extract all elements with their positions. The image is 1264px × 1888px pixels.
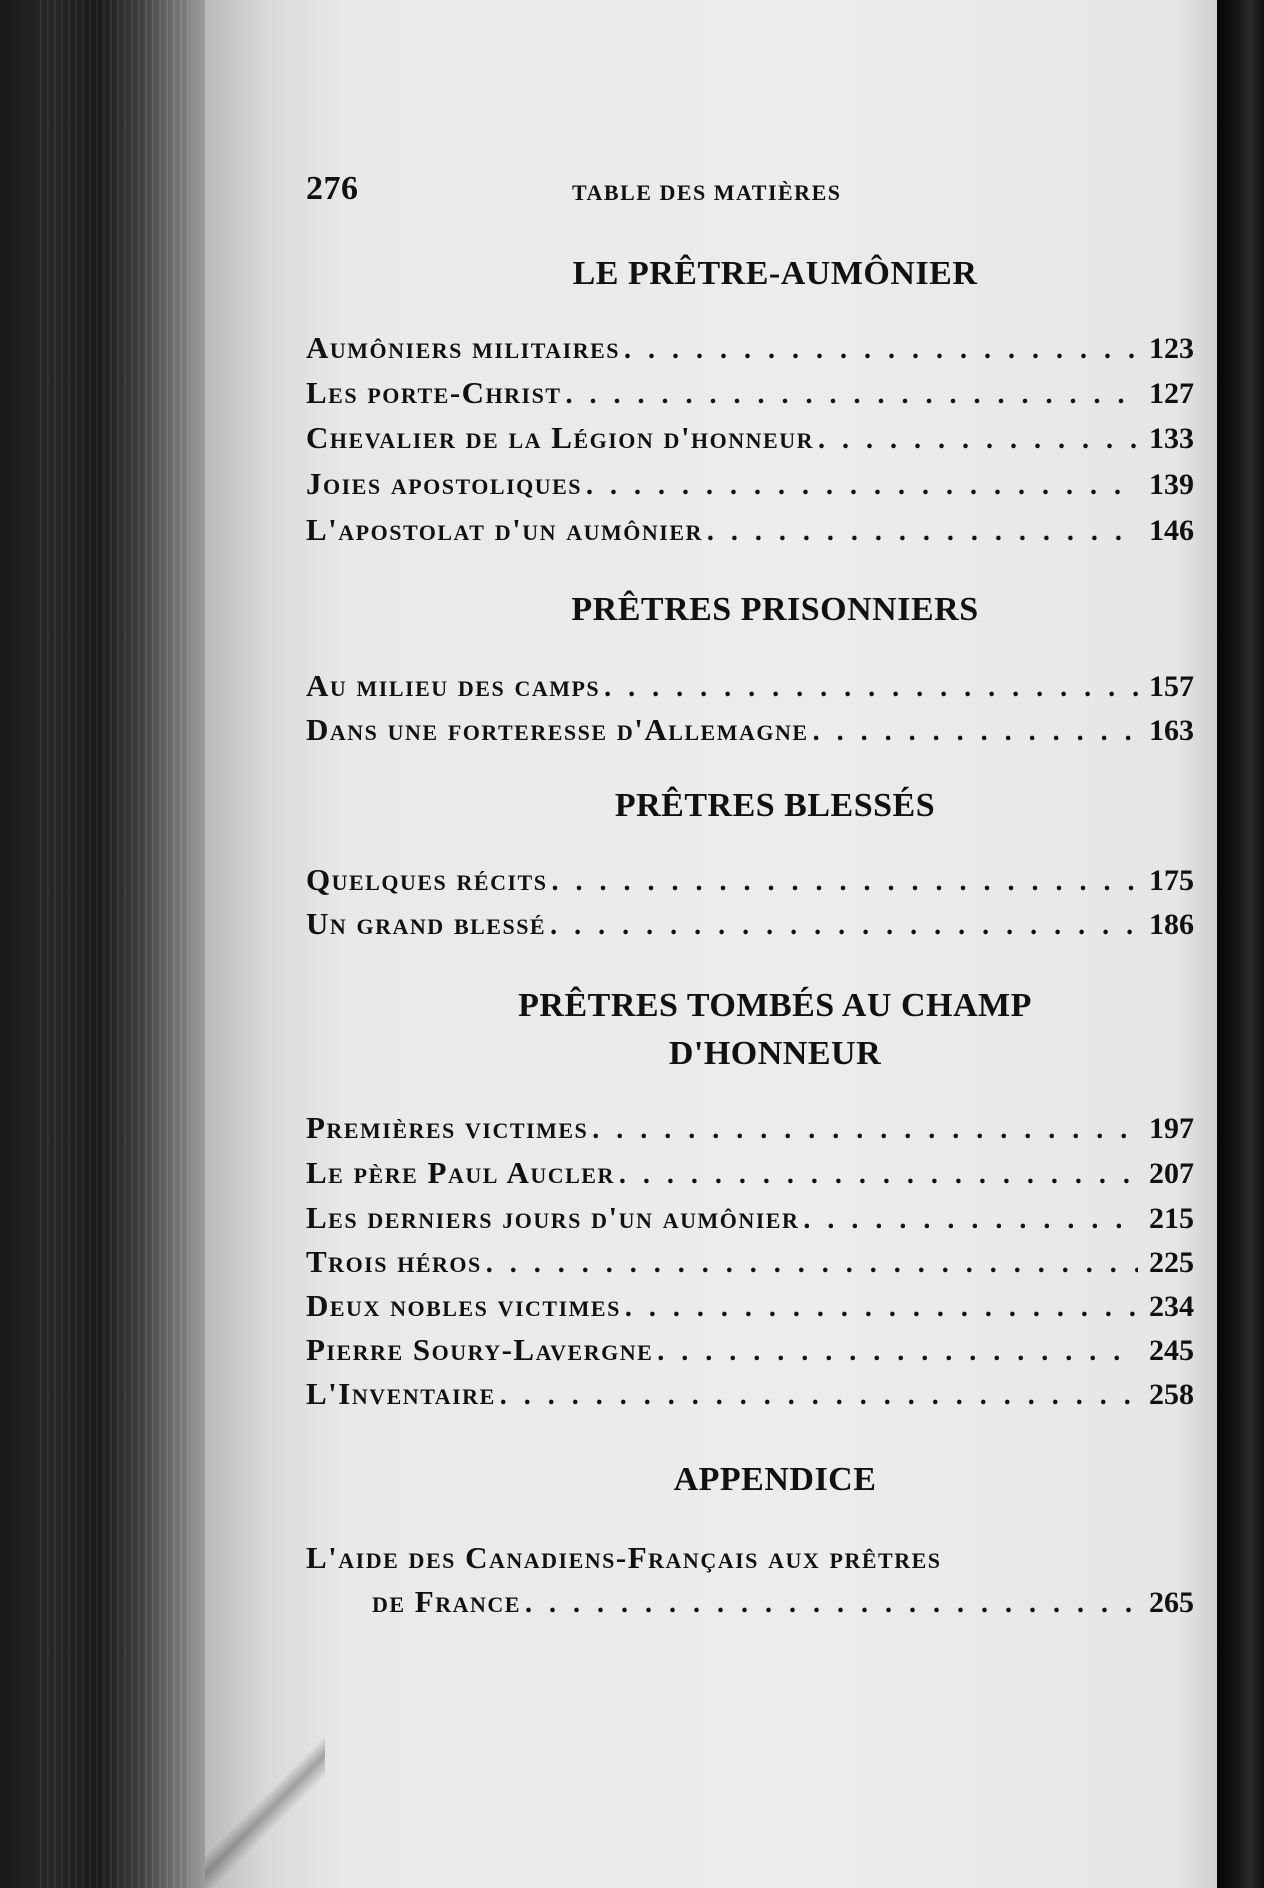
section-heading-line: LE PRÊTRE-AUMÔNIER <box>572 255 978 292</box>
section-heading <box>300 586 1200 634</box>
toc-entry-page: 245 <box>1149 1334 1194 1367</box>
toc-entry-page: 163 <box>1149 714 1194 747</box>
leader-dots <box>496 1380 1138 1412</box>
toc-entry-page: 258 <box>1149 1378 1194 1411</box>
leader-dots <box>600 672 1138 704</box>
toc-entry <box>306 1244 1194 1288</box>
toc-entry-title: Quelques récits <box>306 862 548 897</box>
toc-entry-title: de France <box>372 1584 521 1619</box>
toc-entry <box>306 1155 1194 1199</box>
toc-entry-title: Le père Paul Aucler <box>306 1155 615 1190</box>
toc-entry <box>306 375 1194 419</box>
running-title: TABLE DES MATIÈRES <box>572 180 842 205</box>
leader-dots <box>615 1159 1138 1191</box>
toc-entry-title: Aumôniers militaires <box>306 330 620 365</box>
section-heading-line: PRÊTRES TOMBÉS AU CHAMP <box>518 987 1032 1024</box>
toc-entry <box>306 1332 1194 1376</box>
toc-entry-page: 215 <box>1149 1202 1194 1235</box>
toc-entry-title: L'apostolat d'un aumônier <box>306 512 703 547</box>
toc-entry-second-line <box>306 1584 1194 1628</box>
toc-entry <box>306 668 1194 712</box>
leader-dots <box>653 1336 1138 1368</box>
leader-dots <box>809 716 1138 748</box>
toc-entry-title: Les derniers jours d'un aumônier <box>306 1200 800 1235</box>
toc-entry-page: 197 <box>1149 1112 1194 1145</box>
toc-entry-title: Joies apostoliques <box>306 466 583 501</box>
toc-entry <box>306 712 1194 756</box>
toc-entry <box>306 1110 1194 1154</box>
toc-entry-page: 265 <box>1149 1586 1194 1619</box>
toc-entry-first-line <box>306 1540 1194 1584</box>
toc-entry <box>306 1200 1194 1244</box>
toc-entry <box>306 1288 1194 1332</box>
leader-dots <box>547 866 1138 898</box>
toc-entry-page: 133 <box>1149 422 1194 455</box>
toc-entry-page: 146 <box>1149 514 1194 547</box>
toc-entry <box>306 420 1194 464</box>
toc-entry <box>306 466 1194 510</box>
toc-entry-title: Chevalier de la Légion d'honneur <box>306 420 815 455</box>
running-head <box>300 170 1200 210</box>
leader-dots <box>482 1248 1138 1280</box>
toc-entry-title: Au milieu des camps <box>306 668 601 703</box>
toc-entry <box>306 512 1194 556</box>
toc-entry-page: 157 <box>1149 670 1194 703</box>
leader-dots <box>814 424 1138 456</box>
toc-entry-title: Pierre Soury-Lavergne <box>306 1332 654 1367</box>
leader-dots <box>546 910 1138 942</box>
section-heading <box>300 782 1200 830</box>
leader-dots <box>562 379 1138 411</box>
section-heading-line: PRÊTRES PRISONNIERS <box>571 591 979 628</box>
toc-entry-page: 123 <box>1149 332 1194 365</box>
toc-entry-page: 225 <box>1149 1246 1194 1279</box>
section-heading <box>300 250 1200 298</box>
section-heading-line: PRÊTRES BLESSÉS <box>614 787 936 824</box>
toc-entry-page: 139 <box>1149 468 1194 501</box>
toc-entry <box>306 330 1194 374</box>
scan-right-border <box>1217 0 1264 1888</box>
leader-dots <box>799 1204 1138 1236</box>
toc-entry <box>306 1376 1194 1420</box>
leader-dots <box>582 470 1138 502</box>
toc-entry-page: 207 <box>1149 1157 1194 1190</box>
leader-dots <box>588 1114 1138 1146</box>
toc-entry-page: 186 <box>1149 908 1194 941</box>
toc-entry-title: Un grand blessé <box>306 906 547 941</box>
toc-entry <box>306 906 1194 950</box>
toc-entry-page: 127 <box>1149 377 1194 410</box>
toc-entry-title: Deux nobles victimes <box>306 1288 621 1323</box>
page-number: 276 <box>306 170 359 207</box>
section-heading <box>300 982 1200 1078</box>
section-heading-line: APPENDICE <box>673 1461 877 1498</box>
section-heading-line: D'HONNEUR <box>668 1035 882 1072</box>
toc-entry-title: Dans une forteresse d'Allemagne <box>306 712 809 747</box>
page-edges-texture <box>40 0 190 1888</box>
toc-entry-title: L'Inventaire <box>306 1376 496 1411</box>
toc-entry-page: 175 <box>1149 864 1194 897</box>
section-heading <box>300 1456 1200 1504</box>
toc-entry-title: Trois héros <box>306 1244 482 1279</box>
toc-entry <box>306 862 1194 906</box>
leader-dots <box>621 1292 1138 1324</box>
toc-entry-page: 234 <box>1149 1290 1194 1323</box>
leader-dots <box>703 516 1138 548</box>
toc-entry-title: Premières victimes <box>306 1110 589 1145</box>
leader-dots <box>620 334 1138 366</box>
leader-dots <box>521 1588 1138 1620</box>
toc-entry-title: Les porte-Christ <box>306 375 562 410</box>
toc-entry-title: L'aide des Canadiens-Français aux prêtres <box>306 1540 942 1575</box>
page-corner-fold <box>205 1730 325 1888</box>
